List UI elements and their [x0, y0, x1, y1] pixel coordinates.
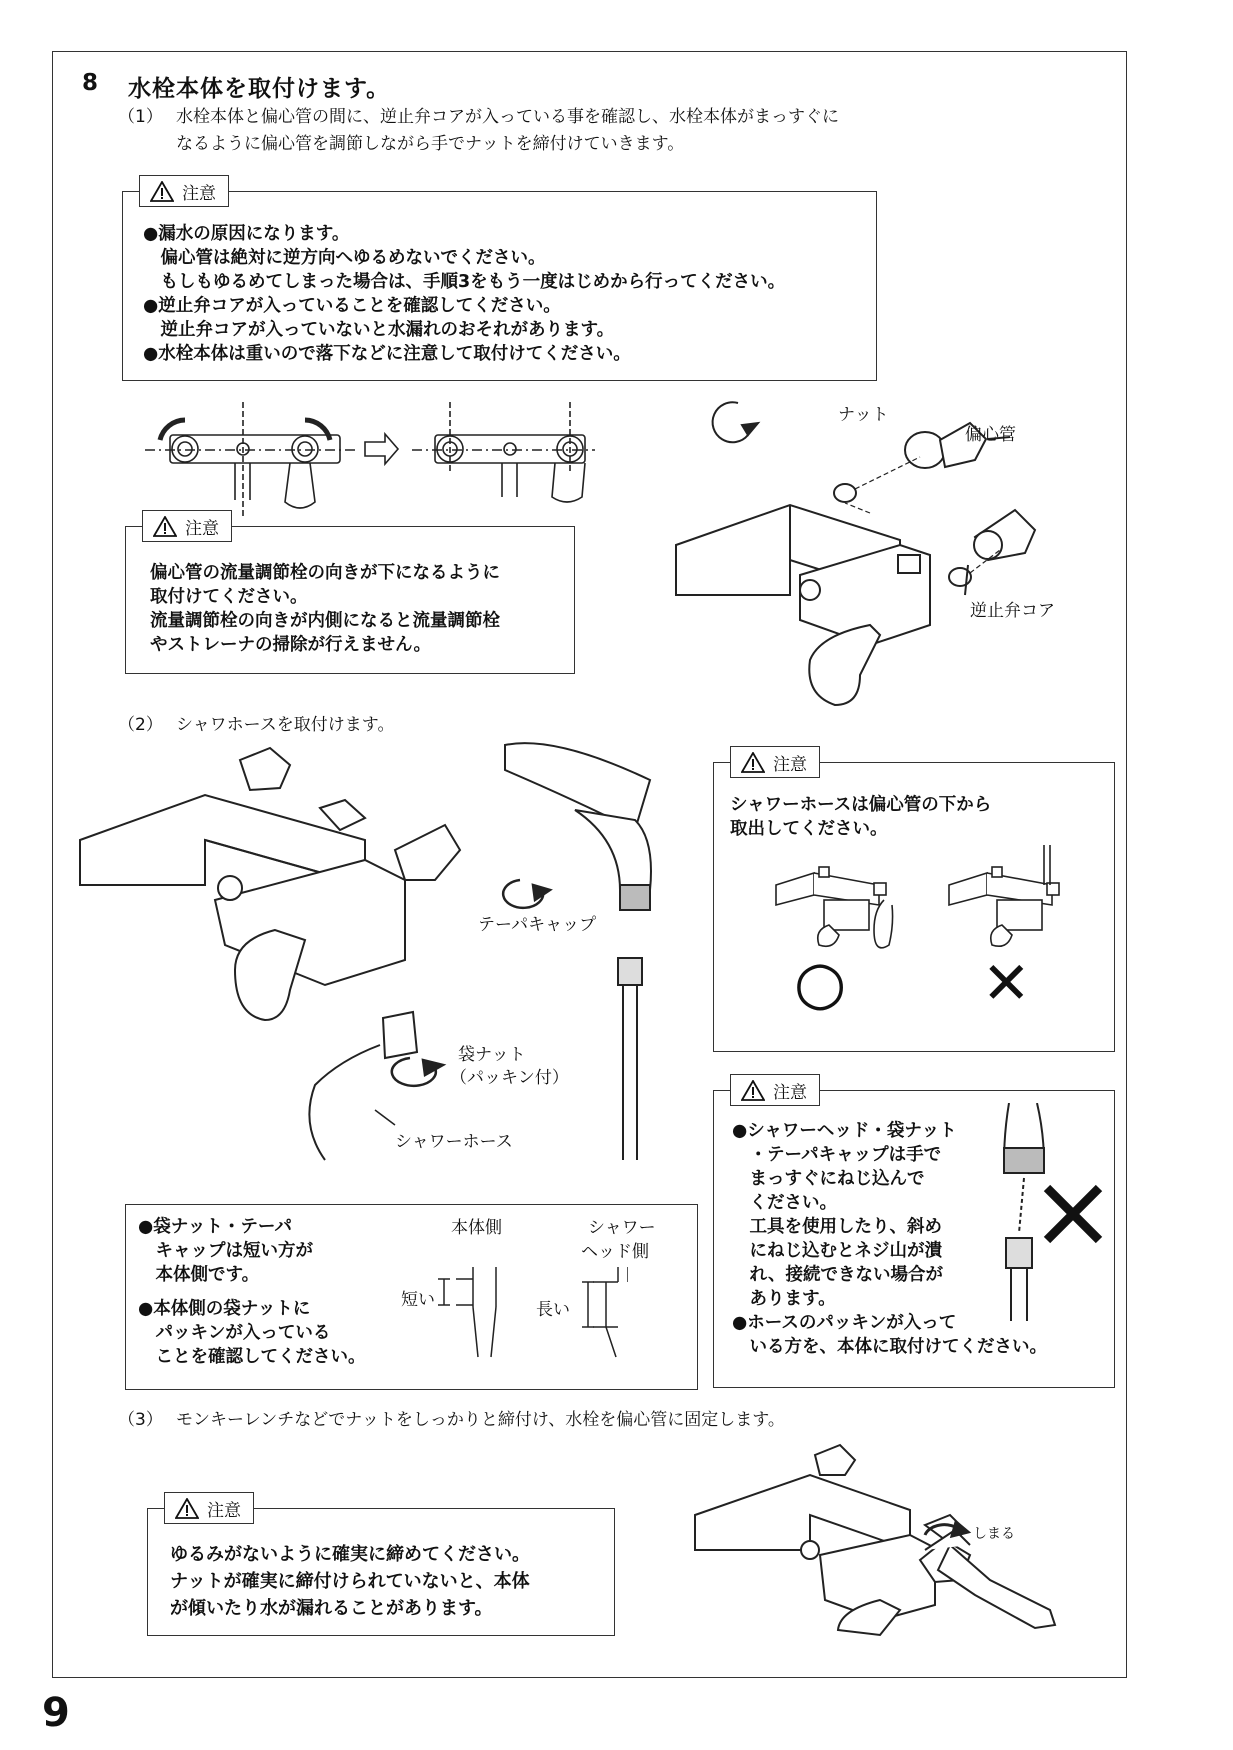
label-tighten: しまる	[973, 1526, 1015, 1542]
caution2-line: 偏心管の流量調節栓の向きが下になるように	[150, 563, 500, 583]
caution2-line: 取付けてください。	[150, 587, 308, 607]
caution-tab-2	[142, 510, 232, 542]
info-line: ことを確認してください。	[138, 1347, 366, 1367]
caution5-line: が傾いたり水が漏れることがあります。	[170, 1598, 493, 1619]
caution5-line: ゆるみがないように確実に締めてください。	[170, 1544, 530, 1565]
label-shower-hose: シャワーホース	[395, 1132, 513, 1152]
caution-tab-5	[164, 1492, 254, 1524]
caution2-line: やストレーナの掃除が行えません。	[150, 635, 432, 655]
caution-box-4	[713, 1082, 1115, 1388]
caution-box-3	[713, 754, 1115, 1052]
label-eccentric-pipe: 偏心管	[965, 425, 1016, 445]
caution1-line: ●水栓本体は重いので落下などに注意して取付けてください。	[143, 344, 631, 364]
caution1-line: もしもゆるめてしまった場合は、手順3をもう一度はじめから行ってください。	[143, 272, 786, 292]
col-body-side: 本体側	[451, 1218, 502, 1238]
wrench-tightening-diagram	[690, 1440, 1090, 1640]
caution-box-5	[147, 1500, 615, 1636]
sub3-index: （3）	[118, 1410, 163, 1430]
info-box	[125, 1204, 698, 1390]
caution1-line: ●漏水の原因になります。	[143, 224, 350, 244]
caution-tab-3	[730, 746, 820, 778]
step-number: 8	[82, 70, 100, 96]
caution-tab-2-label: 注意	[185, 518, 219, 539]
caution1-line: 偏心管は絶対に逆方向へゆるめないでください。	[143, 248, 546, 268]
caution-box-2	[125, 518, 575, 674]
label-short: 短い	[401, 1290, 435, 1310]
caution-tab-1-label: 注意	[182, 183, 216, 204]
sub1-line-1: 水栓本体と偏心管の間に、逆止弁コアが入っている事を確認し、水栓本体がまっすぐに	[176, 107, 839, 127]
caution4-line: ●シャワーヘッド・袋ナット	[732, 1121, 957, 1141]
caution-tab-5-label: 注意	[207, 1500, 241, 1521]
caution4-line: まっすぐにねじ込んで	[732, 1169, 925, 1189]
caution1-line: ●逆止弁コアが入っていることを確認してください。	[143, 296, 561, 316]
caution-tab-1	[139, 175, 229, 207]
angled-thread-diagram	[989, 1103, 1109, 1323]
sub1-index: （1）	[118, 107, 163, 127]
warning-triangle-icon	[150, 181, 174, 202]
sub3-text: モンキーレンチなどでナットをしっかりと締付け、水栓を偏心管に固定します。	[176, 1410, 785, 1430]
ng-mark: ✕	[982, 949, 1031, 1017]
adjust-diagram	[140, 402, 600, 520]
label-bag-nut: 袋ナット	[458, 1045, 526, 1065]
caution-tab-4-label: 注意	[773, 1082, 807, 1103]
sub1-line-2: なるように偏心管を調節しながら手でナットを締付けていきます。	[176, 134, 685, 154]
warning-triangle-icon	[175, 1498, 199, 1519]
caution4-line: 工具を使用したり、斜め	[732, 1217, 942, 1237]
caution4-line: いる方を、本体に取付けてください。	[732, 1337, 1047, 1357]
step-title: 水栓本体を取付けます。	[128, 76, 391, 102]
caution5-line: ナットが確実に締付けられていないと、本体	[170, 1571, 530, 1592]
caution4-line: あります。	[732, 1289, 836, 1309]
hose-routing-diagram	[774, 845, 1074, 955]
page-number: 9	[42, 1690, 70, 1736]
faucet-assembly-diagram	[670, 395, 1100, 715]
nut-length-diagram	[438, 1267, 628, 1367]
warning-triangle-icon	[741, 752, 765, 773]
info-line: キャップは短い方が	[138, 1241, 313, 1261]
caution4-line: ●ホースのパッキンが入って	[732, 1313, 957, 1333]
info-line: 本体側です。	[138, 1265, 260, 1285]
info-line: ●袋ナット・テーパ	[138, 1217, 293, 1237]
label-long: 長い	[536, 1300, 570, 1320]
caution4-line: にねじ込むとネジ山が潰	[732, 1241, 942, 1261]
ok-mark: ○	[794, 948, 847, 1018]
label-nut: ナット	[838, 405, 889, 425]
caution2-line: 流量調節栓の向きが内側になると流量調節栓	[150, 611, 500, 631]
shower-hose-diagram	[75, 740, 695, 1170]
col-shower-head-a: シャワー	[588, 1218, 656, 1238]
warning-triangle-icon	[153, 516, 177, 537]
caution4-line: ・テーパキャップは手で	[732, 1145, 942, 1165]
caution3-line: シャワーホースは偏心管の下から	[730, 795, 992, 815]
caution3-line: 取出してください。	[730, 819, 888, 839]
info-line: ●本体側の袋ナットに	[138, 1299, 311, 1319]
caution1-line: 逆止弁コアが入っていないと水漏れのおそれがあります。	[143, 320, 615, 340]
caution-box-1	[122, 183, 877, 381]
sub2-text: シャワホースを取付けます。	[176, 715, 395, 735]
warning-triangle-icon	[741, 1080, 765, 1101]
caution-tab-3-label: 注意	[773, 754, 807, 775]
sub2-index: （2）	[118, 715, 163, 735]
label-check-valve-core: 逆止弁コア	[970, 601, 1055, 621]
col-shower-head-b: ヘッド側	[581, 1242, 649, 1262]
caution-tab-4	[730, 1074, 820, 1106]
caution4-line: れ、接続できない場合が	[732, 1265, 944, 1285]
caution4-line: ください。	[732, 1193, 837, 1213]
info-line: パッキンが入っている	[138, 1323, 331, 1343]
label-taper-cap: テーパキャップ	[478, 915, 597, 935]
label-packing: （パッキン付）	[450, 1068, 569, 1088]
